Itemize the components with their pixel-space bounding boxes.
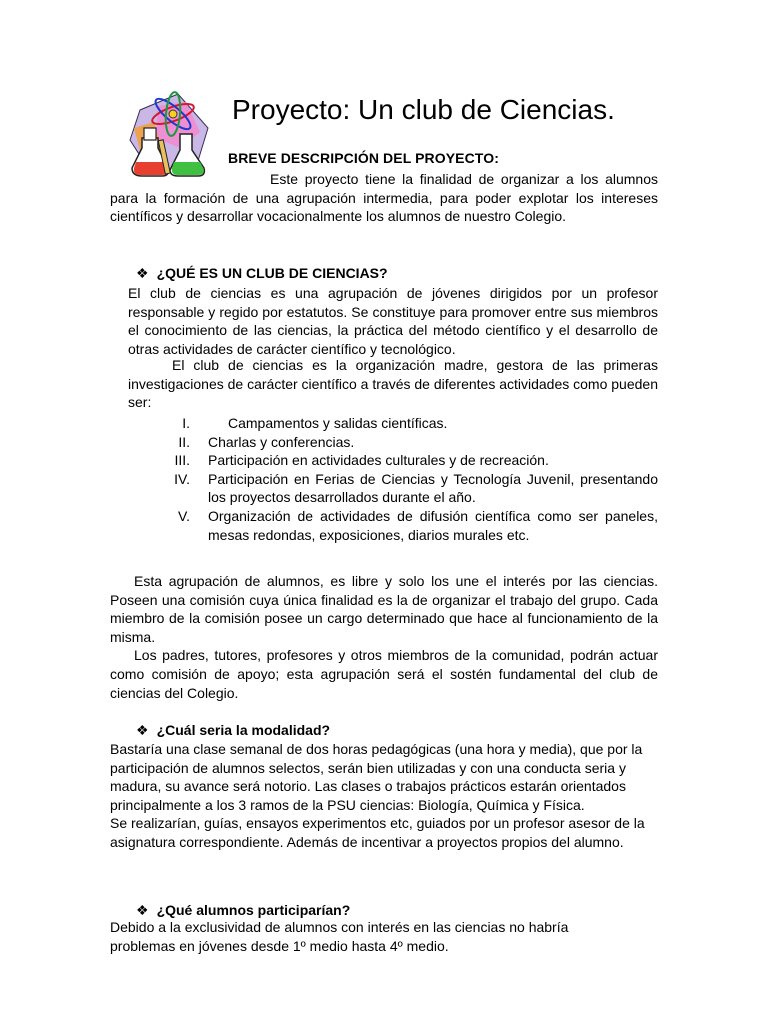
paragraph: El club de ciencias es la organización madre, gestora de las primeras investigaciones de carácter científico a través de diferentes actividades como pueden ser:	[128, 357, 658, 411]
page-title: Proyecto: Un club de Ciencias.	[232, 94, 615, 125]
paragraph-group	[110, 740, 660, 852]
list-item	[150, 470, 658, 507]
paragraph: Debido a la exclusividad de alumnos con interés en las ciencias no habría problemas en jóvenes desde 1º medio hasta 4º medio.	[110, 919, 569, 954]
section-heading-participants	[136, 901, 350, 919]
paragraph: Esta agrupación de alumnos, es libre y solo los une el interés por las ciencias. Poseen una comisión cuya única finalidad es la de organizar el trabajo del grupo. Cada miembro de la comisión posee un cargo determinado que hace al funcionamiento de la misma.	[110, 573, 658, 645]
intro-paragraph: Este proyecto tiene la finalidad de organizar a los alumnos para la formación de una agrupación intermedia, para poder explotar los intereses científicos y desarrollar vocacionalmente los alumnos de nuestro Colegio.	[110, 171, 658, 225]
list-item	[150, 507, 658, 544]
project-description-heading: BREVE DESCRIPCIÓN DEL PROYECTO:	[228, 150, 499, 166]
list-item-text: Participación en Ferias de Ciencias y Tecnología Juvenil, presentando los proyectos desarrollados durante el año.	[208, 470, 658, 506]
paragraph-group	[110, 572, 658, 702]
section-heading-modality	[136, 721, 330, 739]
diamond-bullet-icon: ❖	[136, 722, 149, 738]
list-item-text: Organización de actividades de difusión científica como ser paneles, mesas redondas, exposiciones, diarios murales etc.	[208, 507, 658, 543]
section-heading-text: ¿Qué alumnos participarían?	[156, 902, 351, 918]
list-number: IV.	[174, 470, 190, 487]
section-heading-what-is	[136, 264, 388, 282]
diamond-bullet-icon: ❖	[136, 902, 149, 918]
list-item-text: Participación en actividades culturales y de recreación.	[208, 452, 549, 469]
activities-list	[150, 414, 658, 544]
paragraph: Se realizarían, guías, ensayos experimentos etc, guiados por un profesor asesor de la asignatura correspondiente. Además de incentivar a proyectos propios del alumno.	[110, 815, 645, 850]
list-item	[150, 451, 658, 470]
list-number: I.	[182, 415, 190, 431]
list-item-text: Campamentos y salidas científicas.	[228, 415, 448, 431]
list-number: V.	[178, 507, 190, 524]
paragraph: El club de ciencias es una agrupación de jóvenes dirigidos por un profesor responsable y regido por estatutos. Se constituye para promover entre sus miembros el conocimiento de las ciencias, la práctica del método científico y el desarrollo de otras actividades de carácter científico y tecnológico.	[128, 285, 658, 357]
paragraph: Los padres, tutores, profesores y otros miembros de la comunidad, podrán actuar como comisión de apoyo; esta agrupación será el sostén fundamental del club de ciencias del Colegio.	[110, 647, 658, 701]
section-heading-text: ¿Cuál seria la modalidad?	[156, 722, 331, 738]
list-item	[150, 433, 658, 452]
list-number: II.	[178, 433, 190, 450]
science-lab-flasks-atom-icon	[128, 88, 210, 180]
section-heading-text: ¿QUÉ ES UN CLUB DE CIENCIAS?	[156, 265, 388, 281]
diamond-bullet-icon: ❖	[136, 265, 149, 281]
list-item-text: Charlas y conferencias.	[208, 433, 355, 450]
paragraph: Bastaría una clase semanal de dos horas pedagógicas (una hora y media), que por la participación de alumnos selectos, serán bien utilizadas y con una conducta seria y madura, su avance será notorio. Las clases o trabajos prácticos estarán orientados principalmente a los 3 ramos de la PSU ciencias: Biología, Química y Física.	[110, 741, 643, 813]
list-number: III.	[174, 452, 190, 469]
list-item	[150, 414, 658, 433]
